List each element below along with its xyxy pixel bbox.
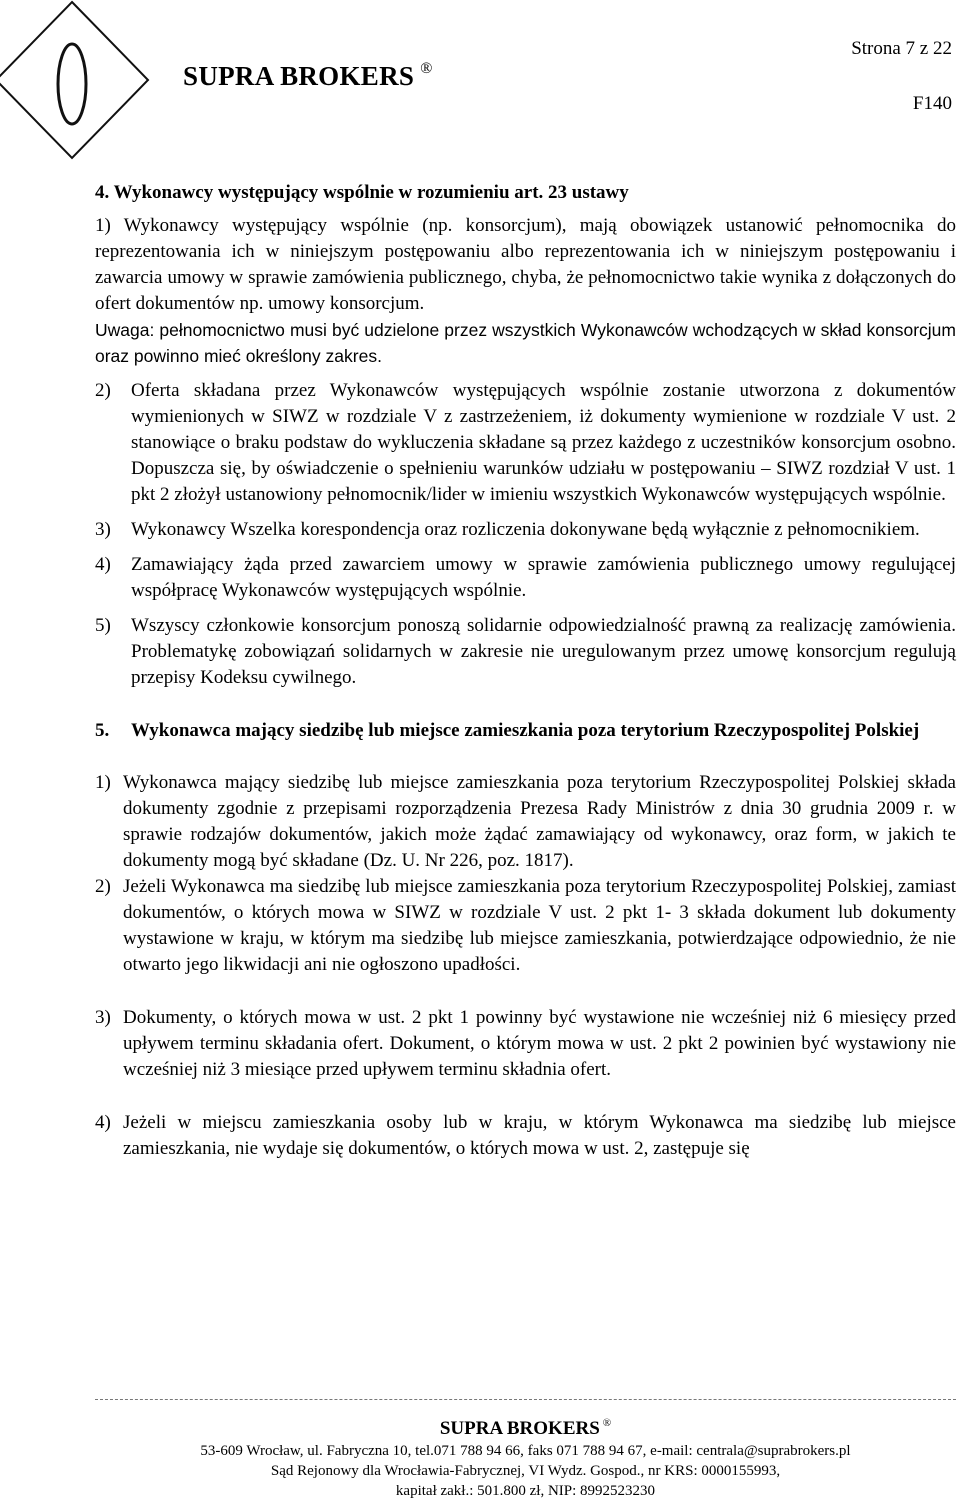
list-item	[95, 613, 956, 691]
list-item-number: 3)	[95, 519, 111, 540]
document-code: F140	[912, 93, 952, 114]
list-item-number: 4)	[95, 554, 111, 575]
registered-mark: ®	[420, 60, 433, 77]
list-item-number: 5)	[95, 615, 111, 636]
footer-court-registration: Sąd Rejonowy dla Wrocławia-Fabrycznej, VI Wydz. Gospod., nr KRS: 0000155993,	[270, 1463, 781, 1479]
footer-divider	[95, 1399, 956, 1400]
section-4-note: Uwaga: pełnomocnictwo musi być udzielone przez wszystkich Wykonawców wchodzących w skład konsorcjum oraz powinno mieć określony zakres.	[95, 320, 956, 366]
section-5-number: 5.	[95, 720, 110, 741]
list-item-text: Wszyscy członkowie konsorcjum ponoszą solidarnie odpowiedzialność prawną za realizację zamówienia. Problematykę zobowiązań solidarnych w zakresie nie uregulowanym przez umowę konsorcjum regulują przepisy Kodeksu cywilnego.	[131, 615, 956, 688]
list-item-number: 1)	[95, 772, 111, 793]
list-item-number: 4)	[95, 1112, 111, 1133]
page-footer	[95, 1411, 956, 1501]
list-item	[95, 378, 956, 508]
list-item-number: 2)	[95, 380, 111, 401]
list-item	[95, 517, 956, 543]
page-number: Strona 7 z 22	[851, 38, 952, 59]
header-brand-name: SUPRA BROKERS	[183, 61, 415, 91]
list-item-text: Dokumenty, o których mowa w ust. 2 pkt 1 powinny być wystawione nie wcześniej niż 6 miesięcy przed upływem terminu składania ofert. Dokument, o którym mowa w ust. 2 pkt 2 powinien być wystawiony nie wcześniej niż 3 miesiące przed upływem terminu składnia ofert.	[123, 1007, 956, 1080]
section-4-paragraph-1: 1) Wykonawcy występujący wspólnie (np. konsorcjum), mają obowiązek ustanowić pełnomocnika do reprezentowania ich w niniejszym postępowaniu albo reprezentowania ich w niniejszym postępowaniu i zawarcia umowy w sprawie zamówienia publicznego, chyba, że pełnomocnictwo takie wynika z dołączonych do ofert dokumentów np. umowy konsorcjum.	[95, 215, 956, 314]
list-item	[95, 1110, 956, 1162]
list-item	[95, 770, 956, 874]
logo-icon	[0, 0, 160, 160]
list-item-text: Wykonawcy Wszelka korespondencja oraz rozliczenia dokonywane będą wyłącznie z pełnomocnikiem.	[131, 519, 920, 540]
list-item-text: Wykonawca mający siedzibę lub miejsce zamieszkania poza terytorium Rzeczypospolitej Polskiej składa dokumenty zgodnie z przepisami rozporządzenia Prezesa Rady Ministrów z dnia 30 grudnia 2009 r. w sprawie rodzajów dokumentów, jakich może żądać zamawiający od wykonawcy, oraz form, w jakich te dokumenty mogą być składane (Dz. U. Nr 226, poz. 1817).	[123, 772, 956, 871]
footer-brand-name: SUPRA BROKERS	[439, 1418, 600, 1439]
list-item	[95, 1005, 956, 1083]
footer-address: 53-609 Wrocław, ul. Fabryczna 10, tel.071 788 94 66, faks 071 788 94 67, e-mail: centrala@suprabrokers.pl	[200, 1443, 851, 1459]
list-item-number: 2)	[95, 876, 111, 897]
footer-registered-mark: ®	[602, 1417, 612, 1429]
footer-brand	[95, 1411, 956, 1441]
list-item	[95, 874, 956, 978]
footer-capital-nip: kapitał zakł.: 501.800 zł, NIP: 8992523230	[395, 1483, 656, 1499]
list-item	[95, 552, 956, 604]
document-body	[95, 180, 956, 1162]
list-item-text: Zamawiający żąda przed zawarciem umowy w sprawie zamówienia publicznego umowy regulującej współpracę Wykonawców występujących wspólnie.	[131, 554, 956, 601]
list-item-text: Jeżeli w miejscu zamieszkania osoby lub w kraju, w którym Wykonawca ma siedzibę lub miejsce zamieszkania, nie wydaje się dokumentów, o których mowa w ust. 2, zastępuje się	[123, 1112, 956, 1159]
list-item-text: Jeżeli Wykonawca ma siedzibę lub miejsce zamieszkania poza terytorium Rzeczypospolitej Polskiej, zamiast dokumentów, o których mowa w SIWZ w rozdziale V ust. 2 pkt 1- 3 składa dokument lub dokumenty wystawione w kraju, w którym ma siedzibę lub miejsce zamieszkania, potwierdzające odpowiednio, że nie otwarto jego likwidacji ani nie ogłoszono upadłości.	[123, 876, 956, 975]
header-brand	[183, 60, 433, 92]
section-4-heading: 4. Wykonawcy występujący wspólnie w rozumieniu art. 23 ustawy	[95, 182, 629, 203]
list-item-number: 3)	[95, 1007, 111, 1028]
section-5-heading	[95, 718, 956, 744]
list-item-text: Oferta składana przez Wykonawców występujących wspólnie zostanie utworzona z dokumentów wymienionych w SIWZ w rozdziale V z zastrzeżeniem, iż dokumenty wymienione w rozdziale V ust. 2 stanowiące o braku podstaw do wykluczenia składane są przez każdego z uczestników konsorcjum osobno. Dopuszcza się, by oświadczenie o spełnieniu warunków udziału w postępowaniu – SIWZ rozdział V ust. 1 pkt 2 złożył ustanowiony pełnomocnik/lider w imieniu wszystkich Wykonawców występujących wspólnie.	[131, 380, 956, 505]
section-5-title: Wykonawca mający siedzibę lub miejsce zamieszkania poza terytorium Rzeczypospolitej Polskiej	[131, 720, 920, 741]
